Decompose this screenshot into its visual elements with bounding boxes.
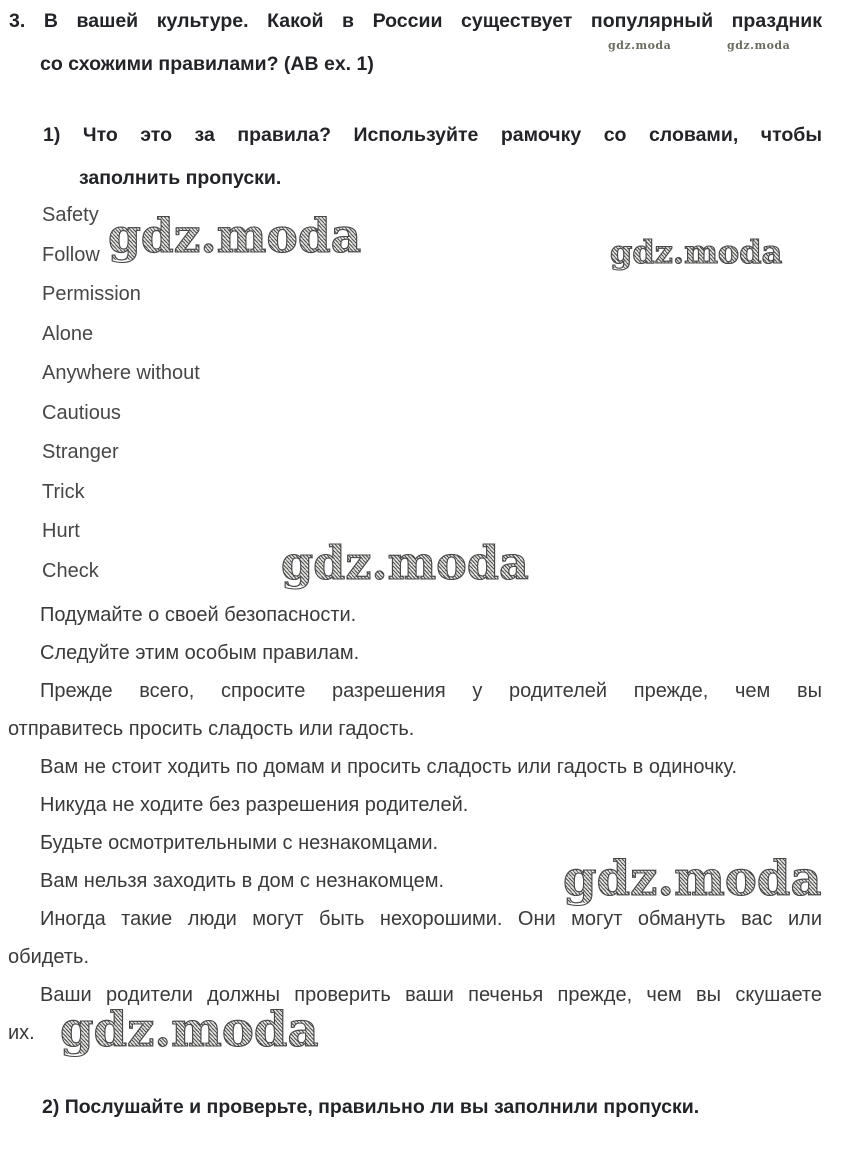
translation-line: их.	[8, 1022, 35, 1044]
word-box-item: Check	[42, 559, 99, 582]
watermark-large-1: gdz.moda	[108, 209, 362, 264]
exercise1-instruction-line-1	[43, 114, 822, 157]
translation-paragraphs	[8, 596, 822, 1058]
task-heading	[9, 0, 822, 86]
translation-line: Будьте осмотрительными с незнакомцами.	[40, 832, 439, 854]
translation-line: Подумайте о своей безопасности.	[40, 604, 357, 626]
translation-line: Вам не стоит ходить по домам и просить сладость или гадость в одиночку.	[40, 756, 738, 778]
exercise2-number: 2)	[42, 1096, 60, 1118]
word-box-item: Anywhere without	[42, 362, 200, 384]
exercise2-instruction	[42, 1086, 822, 1129]
translation-line: Следуйте этим особым правилам.	[40, 642, 360, 664]
word-box-item: Follow	[42, 243, 100, 266]
exercise1-instruction	[43, 114, 822, 200]
exercise1-instruction-part-1: Что это за правила? Используйте рамочку со словами, чтобы	[82, 124, 823, 146]
watermark-large-2: gdz.moda	[281, 536, 529, 590]
translation-line: отправитесь просить сладость или гадость.	[8, 718, 415, 740]
translation-line: обидеть.	[8, 946, 90, 968]
task-heading-line-1	[9, 0, 822, 43]
word-box-item: Alone	[42, 322, 94, 345]
task-number: 3.	[9, 10, 26, 32]
exercise1-instruction-part-2: заполнить пропуски.	[79, 167, 282, 189]
watermark-small-1: gdz.moda	[608, 39, 672, 52]
word-box-item: Trick	[42, 480, 85, 503]
task-title-part-2: со схожими правилами? (АВ ex. 1)	[40, 53, 374, 75]
watermark-small-2: gdz.moda	[727, 39, 791, 52]
translation-line: Никуда не ходите без разрешения родителей.	[40, 794, 469, 816]
translation-line: Ваши родители должны проверить ваши печенья прежде, чем вы скушаете	[40, 984, 822, 1006]
watermark-large-3: gdz.moda	[563, 851, 822, 907]
exercise1-number: 1)	[43, 124, 61, 146]
word-box-item: Stranger	[42, 441, 119, 463]
translation-line: Прежде всего, спросите разрешения у родителей прежде, чем вы	[40, 680, 822, 702]
word-box-item: Permission	[42, 283, 141, 305]
translation-line: Вам нельзя заходить в дом с незнакомцем.	[40, 870, 445, 892]
translation-line: Иногда такие люди могут быть нехорошими. Они могут обмануть вас или	[40, 908, 822, 930]
watermark-medium: gdz.moda	[610, 233, 783, 271]
task-title-part-1: В вашей культуре. Какой в России существует популярный праздник	[43, 10, 823, 32]
watermark-large-4: gdz.moda	[60, 1002, 319, 1058]
word-box-item: Cautious	[42, 401, 121, 424]
word-box-list	[42, 196, 342, 591]
exercise2-instruction-text: Послушайте и проверьте, правильно ли вы заполнили пропуски.	[64, 1096, 700, 1118]
word-box-item: Hurt	[42, 520, 80, 542]
word-box-item: Safety	[42, 204, 99, 226]
